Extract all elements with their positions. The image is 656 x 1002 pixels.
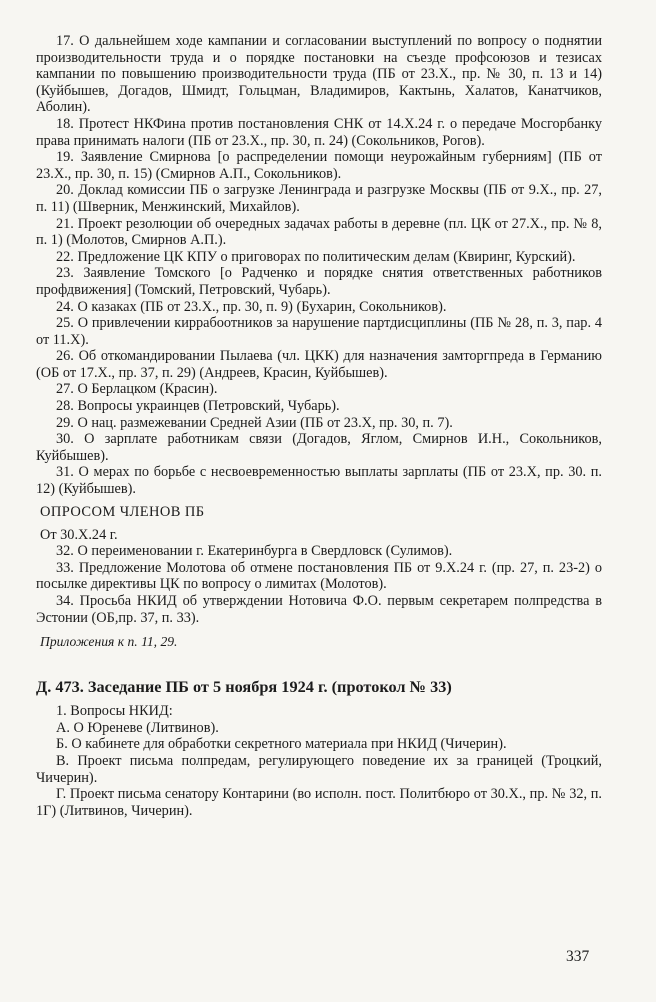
doc-item-b: Б. О кабинете для обработки секретного материала при НКИД (Чичерин).	[56, 736, 507, 753]
doc-item-1: 1. Вопросы НКИД:	[56, 703, 173, 720]
agenda-item-30: 30. О зарплате работникам связи (Догадов, Яглом, Смирнов И.Н., Сокольников, Куйбышев).	[36, 431, 602, 464]
agenda-item-18: 18. Протест НКФина против постановления СНК от 14.X.24 г. о передаче Мосгорбанку права принимать налоги (ПБ от 23.X., пр. 30, п. 24) (Сокольников, Рогов).	[36, 115, 602, 149]
poll-heading: ОПРОСОМ ЧЛЕНОВ ПБ	[40, 503, 205, 520]
agenda-item-22: 22. Предложение ЦК КПУ о приговорах по политическим делам (Квиринг, Курский).	[56, 248, 576, 265]
agenda-item-17: 17. О дальнейшем ходе кампании и согласовании выступлений по вопросу о поднятии производительности труда и о порядке постановки на съезде профсоюзов и тезисах кампании по повышению производительности труда (ПБ от 23.X., пр. № 30, п. 13 и 14) (Куйбышев, Догадов, Шмидт, Гольцман, Владимиров, Кактынь, Халатов, Канатчиков, Аболин).	[36, 33, 602, 116]
agenda-item-27: 27. О Берлацком (Красин).	[56, 381, 218, 398]
agenda-item-23: 23. Заявление Томского [о Радченко и порядке снятия ответственных работников профдвижения] (Томский, Петровский, Чубарь).	[36, 265, 602, 298]
agenda-item-29: 29. О нац. размежевании Средней Азии (ПБ от 23.X, пр. 30, п. 7).	[56, 414, 453, 431]
appendix-note: Приложения к п. 11, 29.	[40, 634, 178, 650]
agenda-item-25: 25. О привлечении киррабоотников за нарушение партдисциплины (ПБ № 28, п. 3, пар. 4 от 11.X).	[36, 315, 602, 348]
doc-item-a: А. О Юреневе (Литвинов).	[56, 719, 219, 736]
document-title: Д. 473. Заседание ПБ от 5 ноября 1924 г. (протокол № 33)	[36, 677, 452, 697]
agenda-item-24: 24. О казаках (ПБ от 23.X., пр. 30, п. 9) (Бухарин, Сокольников).	[56, 298, 447, 315]
doc-item-g: Г. Проект письма сенатору Контарини (во исполн. пост. Политбюро от 30.X., пр. № 32, п. 1Г) (Литвинов, Чичерин).	[36, 786, 602, 819]
agenda-item-33: 33. Предложение Молотова об отмене постановления ПБ от 9.X.24 г. (пр. 27, п. 23-2) о посылке директивы ЦК по вопросу о лимитах (Молотов).	[36, 559, 602, 593]
agenda-item-20: 20. Доклад комиссии ПБ о загрузке Ленинграда и разгрузке Москвы (ПБ от 9.X., пр. 27, п. 11) (Шверник, Менжинский, Михайлов).	[36, 182, 602, 215]
agenda-item-19: 19. Заявление Смирнова [о распределении помощи неурожайным губерниям] (ПБ от 23.X., пр. 30, п. 15) (Смирнов А.П., Сокольников).	[36, 149, 602, 182]
agenda-item-21: 21. Проект резолюции об очередных задачах работы в деревне (пл. ЦК от 27.X., пр. № 8, п. 1) (Молотов, Смирнов А.П.).	[36, 215, 602, 249]
agenda-item-28: 28. Вопросы украинцев (Петровский, Чубарь).	[56, 398, 340, 415]
page-content	[36, 33, 602, 819]
agenda-item-31: 31. О мерах по борьбе с несвоевременностью выплаты зарплаты (ПБ от 23.X, пр. 30. п. 12) (Куйбышев).	[36, 464, 602, 498]
page-number: 337	[566, 948, 590, 965]
agenda-item-32: 32. О переименовании г. Екатеринбурга в Свердловск (Сулимов).	[56, 543, 453, 560]
agenda-item-26: 26. Об откомандировании Пылаева (чл. ЦКК) для назначения замторгпреда в Германию (ОБ от 17.X., пр. 37, п. 29) (Андреев, Красин, Куйбышев).	[36, 348, 602, 381]
poll-date: От 30.X.24 г.	[40, 526, 118, 543]
doc-item-v: В. Проект письма полпредам, регулирующего поведение их за границей (Троцкий, Чичерин).	[36, 752, 602, 786]
agenda-item-34: 34. Просьба НКИД об утверждении Нотовича Ф.О. первым секретарем полпредства в Эстонии (ОБ,пр. 37, п. 33).	[36, 593, 602, 626]
